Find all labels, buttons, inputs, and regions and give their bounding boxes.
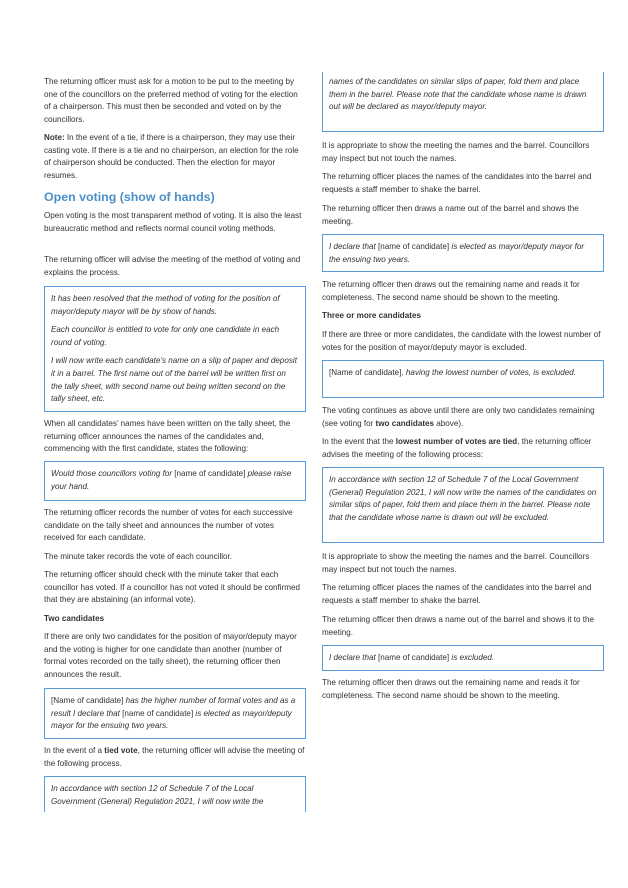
paragraph-place-names: The returning officer places the names of the candidates into the barrel and requests a staff member to shake the barrel. [322,172,592,194]
callout-show-of-hands: It has been resolved that the method of voting for the position of mayor/deputy mayor will be by show of hands. Each councillor is entitled to vote for only one candidate in each round of voting. I will now write each candidate’s name on a slip of paper and deposit it in a barrel. The first name out of the barrel will be written first on the tally sheet, with second name out being written second on the tally sheet, etc. [44,286,306,412]
callout-lowest-votes: [Name of candidate], having the lowest number of votes, is excluded. [322,360,604,398]
paragraph-lowest-tied: In the event that the lowest number of votes are tied, the returning officer advises the meeting of the following process: [322,437,592,459]
paragraph-show-names-2: It is appropriate to show the meeting the names and the barrel. Councillors may inspect but not touch the names. [322,552,590,574]
callout-regulation-left: In accordance with section 12 of Schedule 7 of the Local Government (General) Regulation 2021, I will now write the [44,776,306,812]
paragraph-record-votes: The returning officer records the number of votes for each successive candidate on the tally sheet and announces the number of votes received for each candidate. [44,508,293,543]
callout-declare-excluded: I declare that [name of candidate] is excluded. [322,645,604,671]
paragraph-remaining-name: The returning officer then draws out the remaining name and reads it for completeness. The second name should be shown to the meeting. [322,280,580,302]
paragraph-draw-name: The returning officer then draws a name out of the barrel and shows the meeting. [322,204,579,226]
paragraph-motion: The returning officer must ask for a motion to be put to the meeting by one of the councillors on the preferred method of voting for the election of a chairperson. This must then be seconded and voted on by the councillors. [44,77,298,124]
two-candidates-emphasis: two candidates [375,418,435,428]
paragraph-place-names-2: The returning officer places the names of the candidates into the barrel and requests a staff member to shake the barrel. [322,583,592,605]
paragraph-tally-sheet: When all candidates’ names have been written on the tally sheet, the returning officer announces the names of the candidates and, commencing with the first candidate, states the following: [44,419,291,454]
paragraph-draw-name-2: The returning officer then draws a name out of the barrel and shows it to the meeting. [322,615,595,637]
callout-regulation-excluded: In accordance with section 12 of Schedule 7 of the Local Government (General) Regulation 2021, I will now write the names of the candidates on similar slips of paper, fold them and place them in the barrel. Please note that the candidate whose name is drawn out will be excluded. [322,467,604,543]
paragraph-voting-continues: The voting continues as above until there are only two candidates remaining (see voting for two candidates above). [322,406,595,428]
callout-higher-votes: [Name of candidate] has the higher number of formal votes and as a result I declare that [name of candidate] is elected as mayor/deputy mayor for the ensuing two years. [44,688,306,739]
paragraph-remaining-name-2: The returning officer then draws out the remaining name and reads it for completeness. The second name should be shown to the meeting. [322,678,580,700]
paragraph-minute-taker: The minute taker records the vote of each councillor. [44,552,233,561]
note-text: In the event of a tie, if there is a chairperson, they may use their casting vote. If there is a tie and no chairperson, an election for the role of chairperson should be conducted. Then the election for mayor resumes. [44,133,299,180]
paragraph-open-voting: Open voting is the most transparent method of voting. It is also the least bureaucratic method and reflects normal council voting methods. [44,211,302,233]
subheading-three-candidates: Three or more candidates [322,311,421,320]
note-label: Note: [44,133,65,142]
paragraph-show-names: It is appropriate to show the meeting the names and the barrel. Councillors may inspect but not touch the names. [322,141,590,163]
note-paragraph [44,132,306,182]
section-heading-open-voting: Open voting (show of hands) [44,190,215,204]
callout-regulation-continued: names of the candidates on similar slips of paper, fold them and place them in the barrel. Please note that the candidate whose name is drawn out will be declared as mayor/deputy mayor. [322,72,604,132]
tied-vote-emphasis: tied vote [104,746,138,755]
callout-declare-elected: I declare that [name of candidate] is elected as mayor/deputy mayor for the ensuing two years. [322,234,604,272]
paragraph-two-candidates: If there are only two candidates for the position of mayor/deputy mayor and the voting is higher for one candidate than another (number of formal votes recorded on the tally sheet), the returning officer then announces the result. [44,632,297,679]
paragraph-advise-method: The returning officer will advise the meeting of the method of voting and explains the process. [44,255,301,277]
lowest-tied-emphasis: lowest number of votes are tied [395,437,518,446]
callout-raise-hand: Would those councillors voting for [name of candidate] please raise your hand. [44,461,306,501]
paragraph-check-voted: The returning officer should check with the minute taker that each councillor has voted. If a councillor has not voted it should be confirmed that they are abstaining (an informal vote). [44,570,300,605]
paragraph-tied-vote: In the event of a tied vote, the returning officer will advise the meeting of the following process. [44,746,305,768]
paragraph-three-candidates: If there are three or more candidates, the candidate with the lowest number of votes for the position of mayor/deputy mayor is excluded. [322,330,601,352]
subheading-two-candidates: Two candidates [44,614,105,623]
